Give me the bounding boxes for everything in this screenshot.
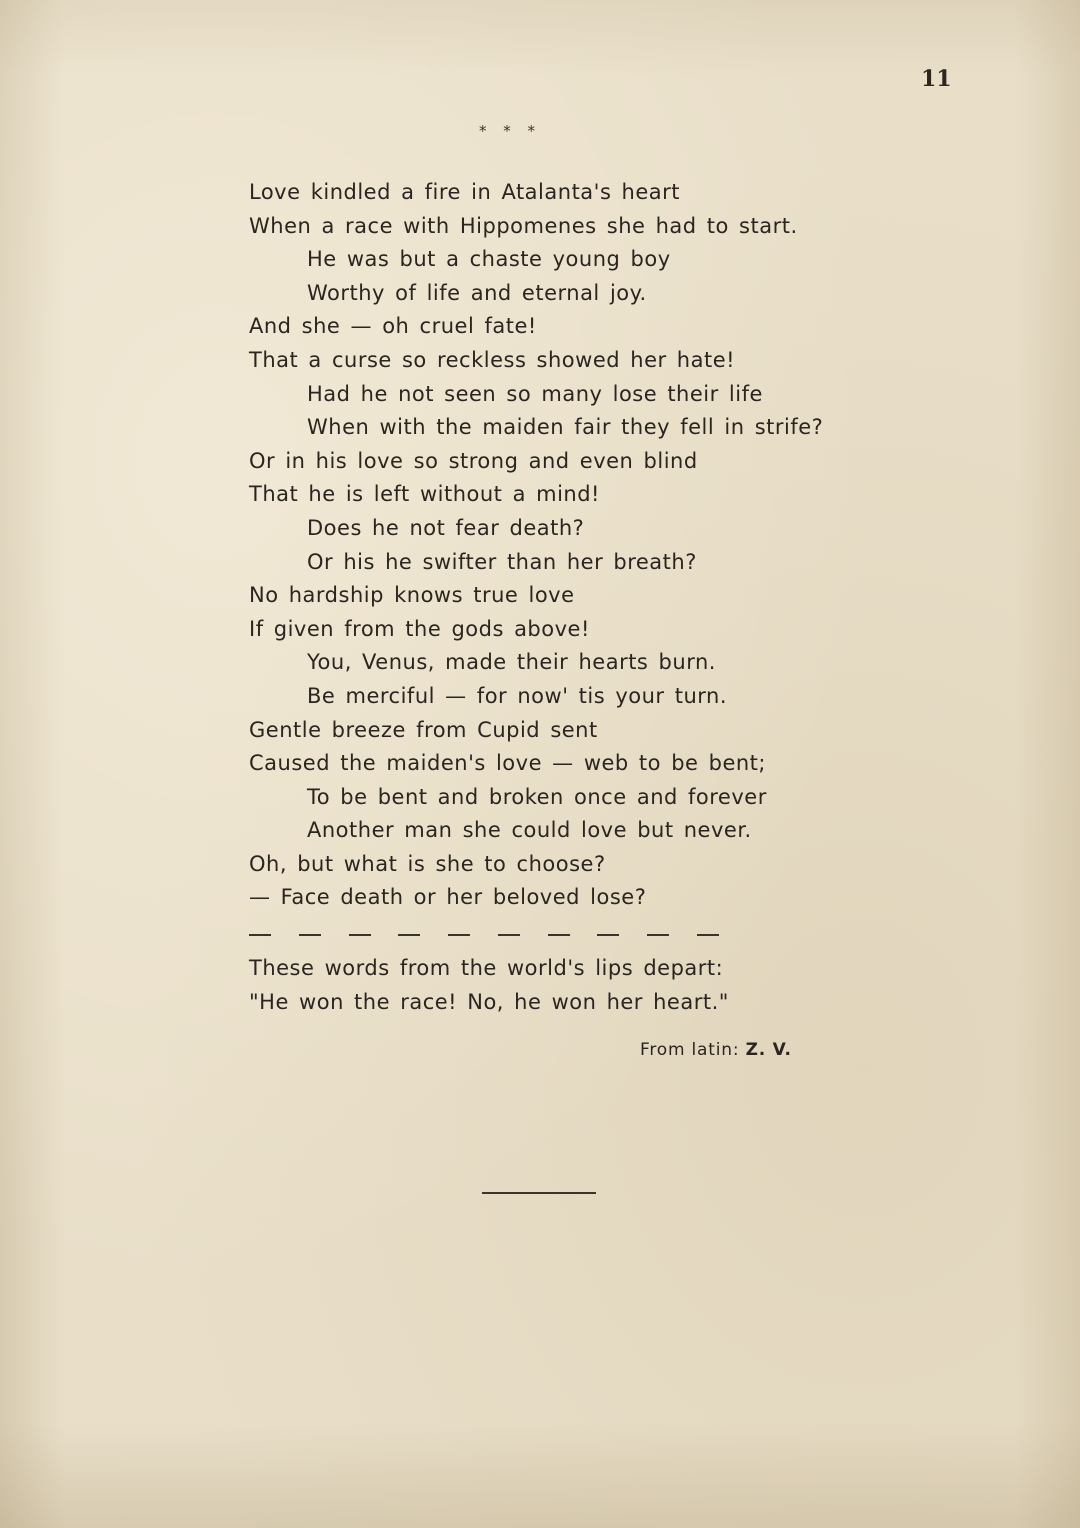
poem-line: Or his he swifter than her breath? bbox=[307, 549, 697, 574]
dash bbox=[597, 934, 619, 936]
end-rule bbox=[482, 1192, 596, 1194]
poem-closing bbox=[249, 952, 849, 1019]
poem-line: Love kindled a fire in Atalanta's heart bbox=[249, 180, 681, 204]
page-number: 11 bbox=[921, 66, 952, 92]
poem-line: Oh, but what is she to choose? bbox=[249, 851, 606, 876]
poem-line: That he is left without a mind! bbox=[249, 482, 600, 507]
poem-line: And she — oh cruel fate! bbox=[249, 314, 537, 339]
closing-line: "He won the race! No, he won her heart." bbox=[249, 989, 729, 1014]
dash bbox=[249, 934, 271, 936]
poem-line: Or in his love so strong and even blind bbox=[249, 448, 698, 473]
dash bbox=[498, 934, 520, 936]
attribution-prefix: From latin: bbox=[640, 1040, 740, 1060]
poem-line: Another man she could love but never. bbox=[307, 818, 752, 843]
poem-line: — Face death or her beloved lose? bbox=[249, 885, 647, 910]
poem-line: When a race with Hippomenes she had to start. bbox=[249, 213, 798, 238]
poem-line: Caused the maiden's love — web to be bent; bbox=[249, 751, 766, 776]
dash bbox=[697, 934, 719, 936]
poem-line: He was but a chaste young boy bbox=[307, 247, 671, 272]
attribution bbox=[640, 1040, 792, 1060]
attribution-initials: Z. V. bbox=[745, 1040, 792, 1060]
closing-line: These words from the world's lips depart: bbox=[249, 956, 724, 980]
poem-line: Worthy of life and eternal joy. bbox=[307, 280, 647, 305]
poem-line: Gentle breeze from Cupid sent bbox=[249, 717, 598, 742]
poem-line: That a curse so reckless showed her hate! bbox=[249, 347, 736, 372]
dash bbox=[398, 934, 420, 936]
poem-line: Does he not fear death? bbox=[307, 515, 585, 540]
dashed-separator bbox=[249, 934, 719, 936]
dash bbox=[548, 934, 570, 936]
poem-line: When with the maiden fair they fell in strife? bbox=[307, 415, 824, 440]
poem-line: No hardship knows true love bbox=[249, 583, 575, 608]
dash bbox=[349, 934, 371, 936]
poem-line: Be merciful — for now' tis your turn. bbox=[307, 683, 728, 708]
poem-line: To be bent and broken once and forever bbox=[307, 784, 767, 809]
dash bbox=[299, 934, 321, 936]
asterism-divider: * * * bbox=[478, 122, 542, 140]
poem-line: If given from the gods above! bbox=[249, 616, 590, 641]
poem-line: Had he not seen so many lose their life bbox=[307, 381, 763, 406]
poem-line: You, Venus, made their hearts burn. bbox=[307, 650, 716, 675]
poem-body bbox=[249, 176, 849, 915]
dash bbox=[448, 934, 470, 936]
dash bbox=[647, 934, 669, 936]
